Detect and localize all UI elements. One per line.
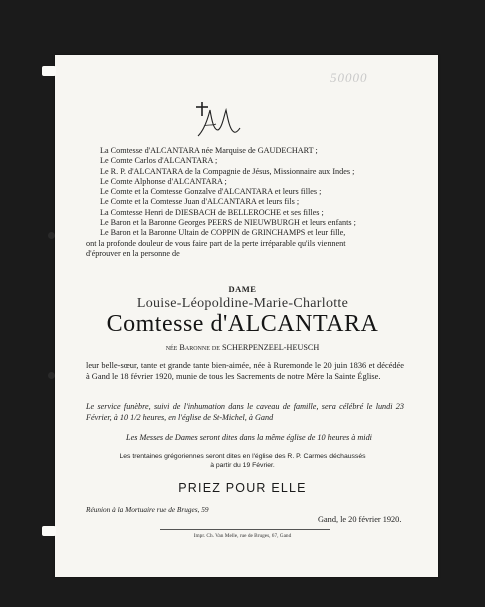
family-line: Le Comte Alphonse d'ALCANTARA ; xyxy=(100,176,227,186)
family-line: Le Baron et la Baronne Ultain de COPPIN de GRINCHAMPS et leur fille, xyxy=(100,228,346,238)
maiden-name: née Baronne de SCHERPENZEEL-HEUSCH xyxy=(165,343,320,352)
family-list xyxy=(86,146,410,259)
masses-note: Les Messes de Dames seront dites dans la même église de 10 heures à midi xyxy=(126,433,372,442)
place-date: Gand, le 20 février 1920. xyxy=(318,515,402,524)
gregorian-masses xyxy=(0,452,485,470)
family-line: La Comtesse Henri de DIESBACH de BELLEROCHE et ses filles ; xyxy=(100,207,324,217)
reunion-address: Réunion à la Mortuaire rue de Bruges, 59 xyxy=(86,505,209,514)
intro-line: d'éprouver en la personne de xyxy=(86,248,180,258)
gregorian-line: à partir du 19 Février. xyxy=(210,462,275,470)
given-names: Louise-Léopoldine-Marie-Charlotte xyxy=(136,296,349,311)
punch-hole xyxy=(48,372,55,379)
divider xyxy=(160,529,330,530)
family-line: Le R. P. d'ALCANTARA de la Compagnie de Jésus, Missionnaire aux Indes ; xyxy=(100,166,355,176)
gregorian-line: Les trentaines grégoriennes seront dites en l'église des R. P. Carmes déchaussés xyxy=(119,453,366,460)
dame-label: DAME xyxy=(228,284,257,294)
family-line: Le Comte Carlos d'ALCANTARA ; xyxy=(100,156,218,166)
intro-line: ont la profonde douleur de vous faire part de la perte irréparable qu'ils viennent xyxy=(86,238,346,248)
family-line: Le Baron et la Baronne Georges PEERS de NIEUWBURGH et leurs enfants ; xyxy=(100,218,356,228)
pray-for-her: PRIEZ POUR ELLE xyxy=(178,481,307,495)
funeral-service: Le service funèbre, suivi de l'inhumation dans le caveau de famille, sera célébré le lundi 23 Février, à 10 1/2 heures, en l'église de St-Michel, à Gand xyxy=(86,402,404,422)
corner-mark: 50000 xyxy=(330,70,368,85)
biography: leur belle-sœur, tante et grande tante bien-aimée, née à Ruremonde le 20 juin 1836 et décédée à Gand le 18 février 1920, munie de tous les Sacrements de notre Mère la Sainte Église. xyxy=(86,361,404,381)
deceased-name: Comtesse d'ALCANTARA xyxy=(106,311,379,337)
printer-credit: Impr. Ch. Van Melle, rue de Bruges, 67, Gand xyxy=(193,533,292,539)
punch-hole xyxy=(48,232,55,239)
family-line: Le Comte et la Comtesse Gonzalve d'ALCANTARA et leurs filles ; xyxy=(100,187,322,197)
photo-corner xyxy=(42,66,56,76)
family-line: La Comtesse d'ALCANTARA née Marquise de GAUDECHART ; xyxy=(100,146,318,155)
family-line: Le Comte et la Comtesse Juan d'ALCANTARA et leurs fils ; xyxy=(100,197,300,207)
cross-monogram-icon xyxy=(190,100,250,140)
